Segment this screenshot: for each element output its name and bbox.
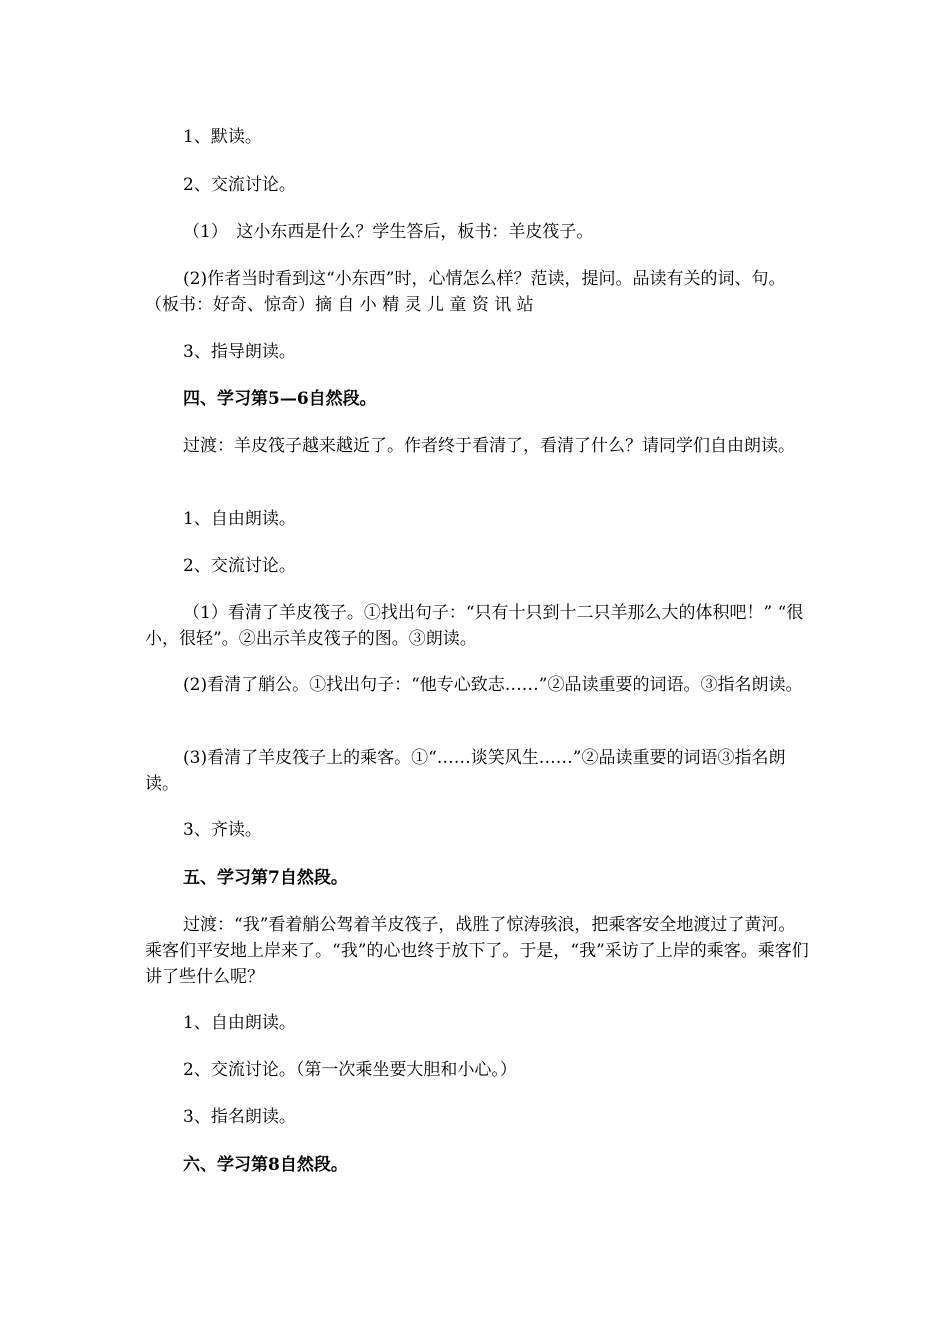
step-discussion: 2、交流讨论。 — [183, 175, 296, 195]
section-heading-5: 五、学习第7自然段。 — [183, 868, 348, 888]
section-heading-4: 四、学习第5—6自然段。 — [183, 389, 377, 409]
transition-paragraph-1: 过渡：羊皮筏子越来越近了。作者终于看清了，看清了什么？请同学们自由朗读。 — [183, 436, 795, 456]
discussion-item-2: (2)作者当时看到这“小东西”时，心情怎么样？范读，提问。品读有关的词、句。（板书：好奇、惊奇）摘 自 小 精 灵 儿 童 资 讯 站 — [145, 269, 786, 315]
transition-paragraph-2: 过渡：“我”看着艄公驾着羊皮筏子，战胜了惊涛骇浪，把乘客安全地渡过了黄河。乘客们平安地上岸来了。“我”的心也终于放下了。于是，“我”采访了上岸的乘客。乘客们讲了些什么呢？ — [145, 915, 809, 987]
step-named-reading: 3、指名朗读。 — [183, 1107, 296, 1127]
step-free-reading: 1、自由朗读。 — [183, 509, 296, 529]
discussion-item-1: （1） 这小东西是什么？学生答后，板书：羊皮筏子。 — [183, 222, 594, 242]
step-free-reading-2: 1、自由朗读。 — [183, 1013, 296, 1033]
step-discussion-3: 2、交流讨论。（第一次乘坐要大胆和小心。） — [183, 1060, 517, 1080]
step-silent-reading: 1、默读。 — [183, 127, 262, 147]
discussion-item-boatman: (2)看清了艄公。①找出句子：“他专心致志……”②品读重要的词语。③指名朗读。 — [183, 675, 803, 695]
step-discussion-2: 2、交流讨论。 — [183, 556, 296, 576]
discussion-item-raft: （1）看清了羊皮筏子。①找出句子：“只有十只到十二只羊那么大的体积吧！” “很小，很轻”。②出示羊皮筏子的图。③朗读。 — [145, 603, 804, 649]
step-guided-reading: 3、指导朗读。 — [183, 342, 296, 362]
step-read-together: 3、齐读。 — [183, 820, 262, 840]
section-heading-6: 六、学习第8自然段。 — [183, 1155, 348, 1175]
discussion-item-passengers: (3)看清了羊皮筏子上的乘客。①“……谈笑风生……”②品读重要的词语③指名朗读。 — [145, 748, 786, 794]
